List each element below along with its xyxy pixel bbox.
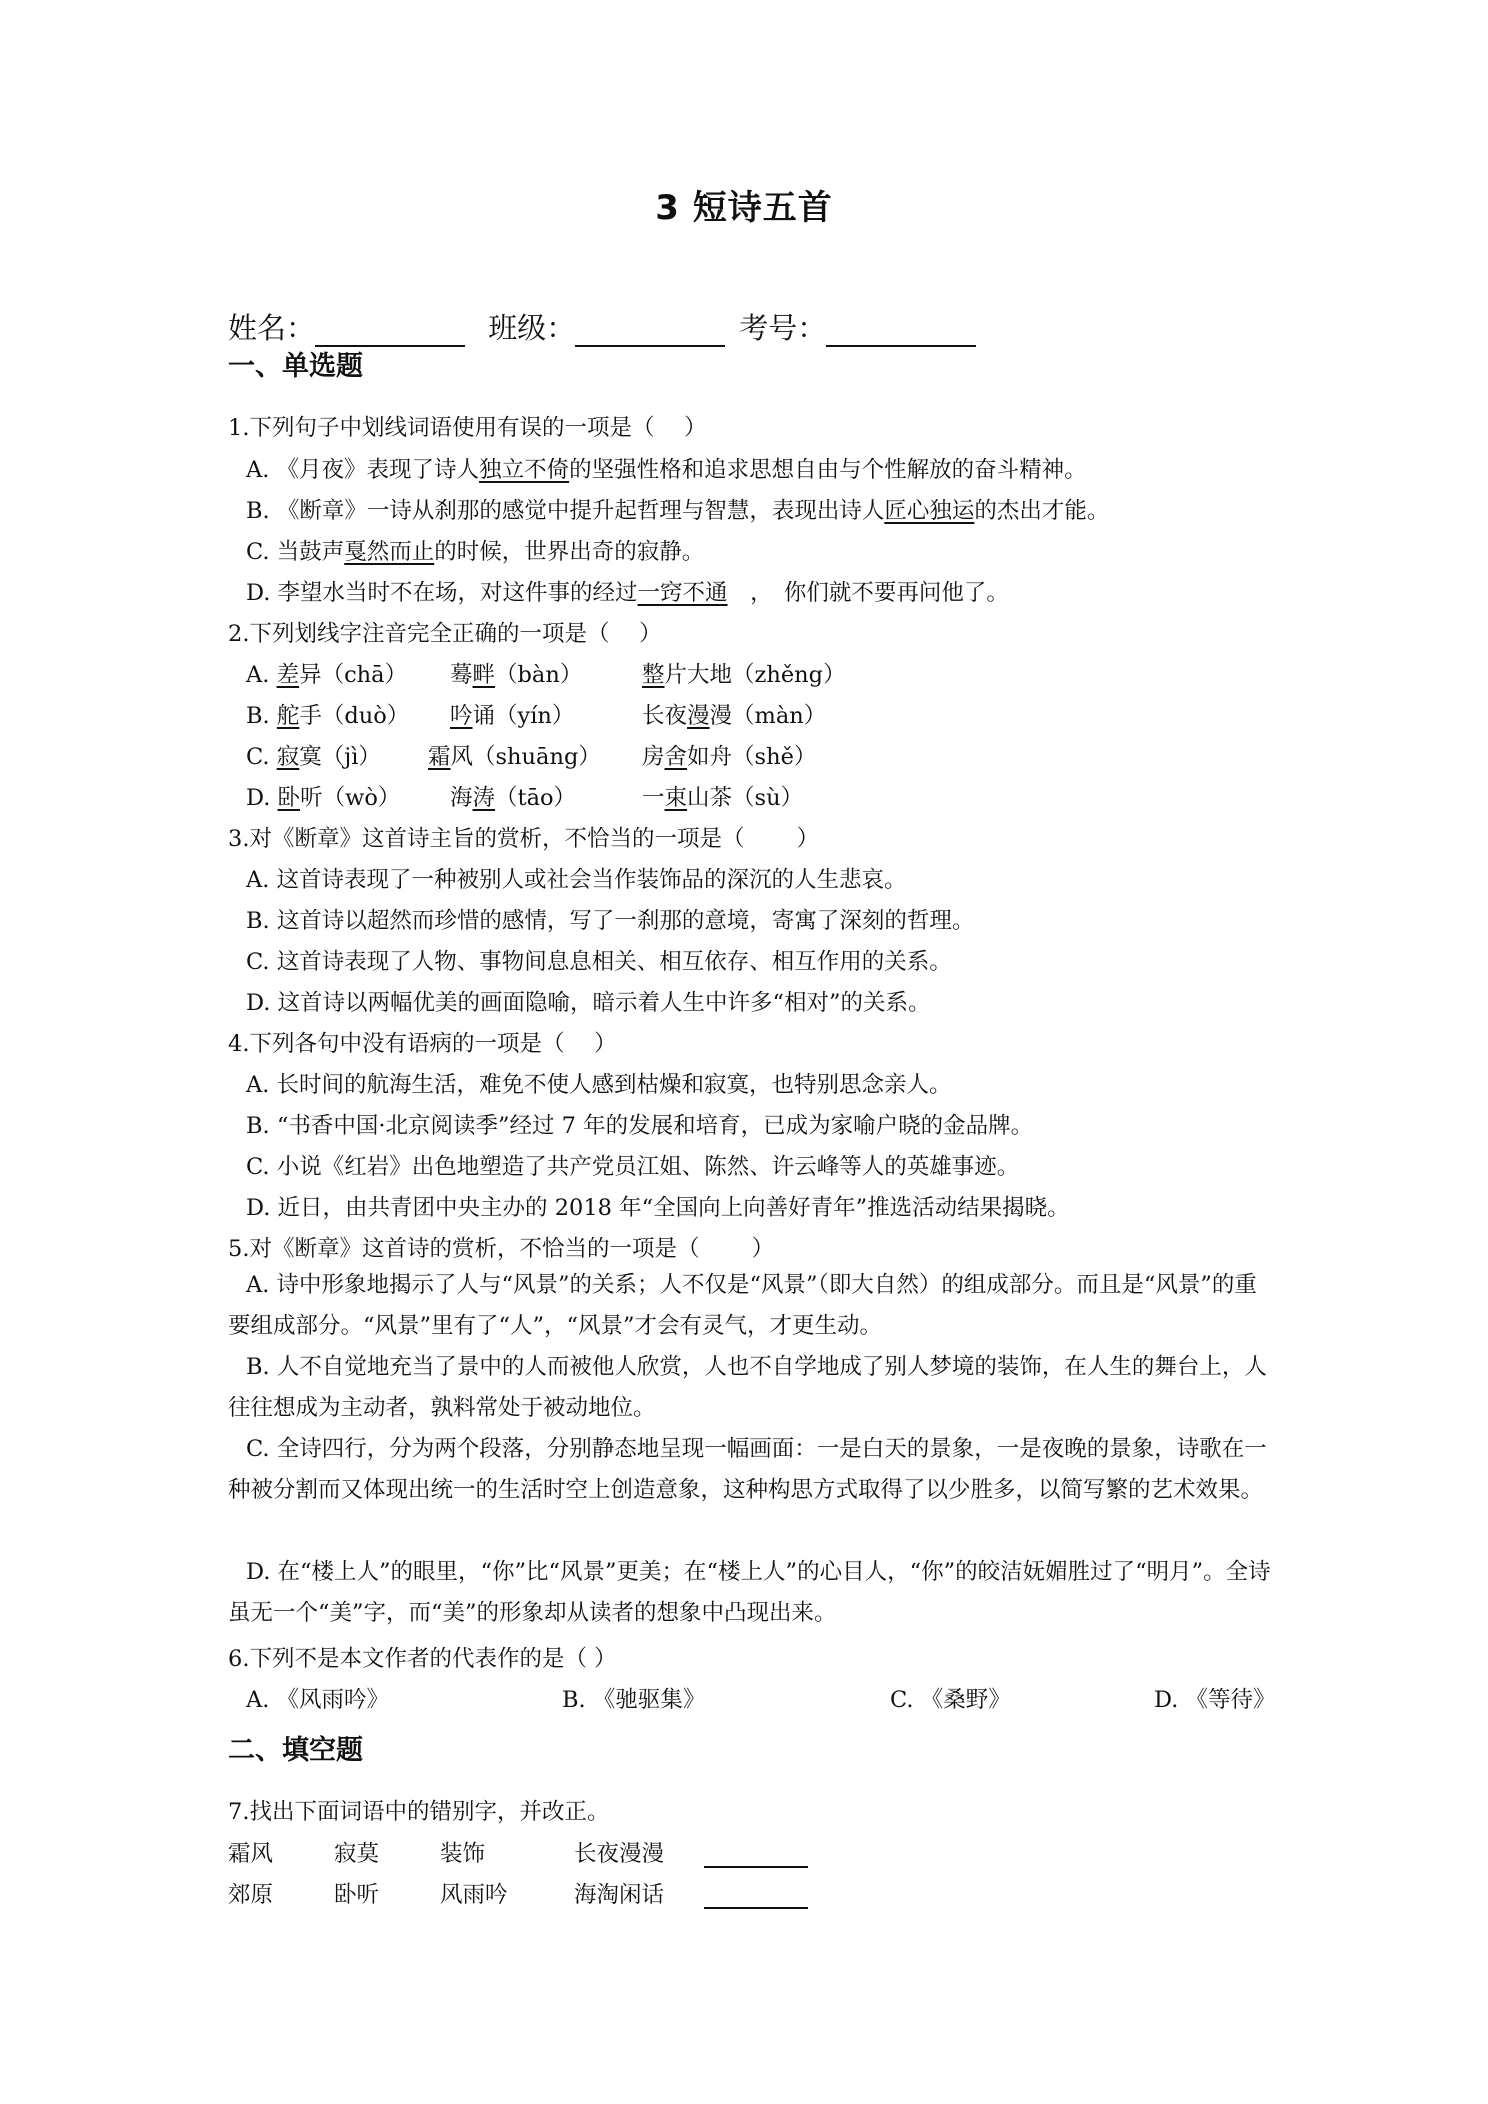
question-2-option-c-3: [642, 739, 816, 771]
question-3-option-c: C. 这首诗表现了人物、事物间息息相关、相互依存、相互作用的关系。: [246, 949, 952, 975]
option-text: 的杰出才能。: [974, 498, 1110, 524]
option-text: A.: [246, 662, 277, 688]
question-7-row-2: [228, 1877, 808, 1909]
option-text: 长夜: [642, 703, 688, 729]
word: 装饰: [440, 1841, 486, 1867]
option-text: 的坚强性格和追求思想自由与个性解放的奋斗精神。: [569, 457, 1087, 483]
class-blank[interactable]: [575, 315, 725, 347]
option-text: 蓦: [450, 662, 473, 688]
section-heading-single-choice: 一、单选题: [228, 351, 363, 382]
question-1-stem: 1.下列句子中划线词语使用有误的一项是（ ）: [228, 415, 707, 441]
question-6-option-d: D. 《等待》: [1154, 1687, 1276, 1713]
question-5-option-c: C. 全诗四行，分为两个段落，分别静态地呈现一幅画面：一是白天的景象，一是夜晚的景象，诗歌在一种被分割而又体现出统一的生活时空上创造意象，这种构思方式取得了以少胜多，以简写繁的艺术效果。: [228, 1436, 1267, 1503]
question-3-stem: 3.对《断章》这首诗主旨的赏析，不恰当的一项是（ ）: [228, 826, 820, 852]
underlined-char: 舍: [664, 744, 688, 770]
option-text: 漫（màn）: [709, 703, 827, 729]
question-7-stem: 7.找出下面词语中的错别字，并改正。: [228, 1799, 610, 1825]
question-5-option-b: B. 人不自觉地充当了景中的人而被他人欣赏，人也不自学地成了别人梦境的装饰，在人生的舞台上，人往往想成为主动者，孰料常处于被动地位。: [228, 1354, 1267, 1421]
option-text: 寞（jì）: [299, 744, 381, 770]
question-2-option-d-1: [246, 780, 400, 812]
option-text: （tāo）: [495, 785, 577, 811]
underlined-word: 独立不倚: [479, 457, 570, 483]
option-text: D.: [246, 785, 278, 811]
underlined-char: 差: [276, 662, 300, 688]
option-text: 房: [642, 744, 665, 770]
name-label: 姓名：: [228, 311, 316, 345]
underlined-word: 一窍不通: [637, 580, 728, 606]
option-text: 听（wò）: [300, 785, 401, 811]
option-text: 异（chā）: [299, 662, 408, 688]
underlined-char: 吟: [450, 703, 473, 729]
answer-blank[interactable]: [704, 1840, 808, 1868]
word: 郊原: [228, 1882, 274, 1908]
question-3-option-a: A. 这首诗表现了一种被别人或社会当作装饰品的深沉的人生悲哀。: [246, 867, 907, 893]
underlined-char: 寂: [276, 744, 300, 770]
word: 风雨吟: [440, 1882, 508, 1908]
question-2-option-b-1: [246, 698, 409, 730]
question-2-option-d-3: [642, 780, 803, 812]
underlined-char: 舵: [276, 703, 300, 729]
option-text: （bàn）: [495, 662, 583, 688]
option-text: A. 《月夜》表现了诗人: [246, 457, 480, 483]
exam-label: 考号：: [739, 311, 827, 345]
option-text: 片大地（zhěng）: [664, 662, 846, 688]
underlined-word: 匠心独运: [884, 498, 975, 524]
question-5-option-d: D. 在“楼上人”的眼里，“你”比“风景”更美；在“楼上人”的心目人，“你”的皎洁妩媚胜过了“明月”。全诗虽无一个“美”字，而“美”的形象却从读者的想象中凸现出来。: [228, 1559, 1271, 1626]
question-2-option-c-2: [428, 739, 601, 771]
underlined-char: 整: [642, 662, 665, 688]
option-text: ， 你们就不要再问他了。: [727, 580, 1009, 606]
question-2-option-a-1: [246, 657, 407, 689]
section-heading-fill-blank: 二、填空题: [228, 1735, 363, 1766]
question-2-stem: 2.下列划线字注音完全正确的一项是（ ）: [228, 621, 662, 647]
question-1-option-b: [246, 493, 1109, 525]
underlined-char: 霜: [428, 744, 451, 770]
underlined-char: 畔: [472, 662, 496, 688]
question-2-option-b-3: [642, 698, 826, 730]
question-6-option-c: C. 《桑野》: [890, 1687, 1011, 1713]
option-text: D. 李望水当时不在场，对这件事的经过: [246, 580, 638, 606]
question-2-option-d-2: [450, 780, 576, 812]
underlined-word: 戛然而止: [344, 539, 435, 565]
question-2-option-b-2: [450, 698, 574, 730]
option-text: 的时候，世界出奇的寂静。: [434, 539, 705, 565]
question-5-stem: 5.对《断章》这首诗的赏析，不恰当的一项是（ ）: [228, 1236, 775, 1262]
question-4-option-a: A. 长时间的航海生活，难免不使人感到枯燥和寂寞，也特别思念亲人。: [246, 1072, 952, 1098]
option-text: 海: [450, 785, 473, 811]
question-4-option-d: D. 近日，由共青团中央主办的 2018 年“全国向上向善好青年”推选活动结果揭晓。: [246, 1195, 1070, 1221]
option-text: 手（duò）: [299, 703, 410, 729]
question-6-option-b: B. 《驰驱集》: [562, 1687, 706, 1713]
underlined-char: 漫: [687, 703, 710, 729]
question-5-option-a: A. 诗中形象地揭示了人与“风景”的关系；人不仅是“风景”（即大自然）的组成部分。而且是“风景”的重要组成部分。“风景”里有了“人”，“风景”才会有灵气，才更生动。: [228, 1272, 1257, 1339]
option-text: 山茶（sù）: [687, 785, 804, 811]
option-text: B. 《断章》一诗从刹那的感觉中提升起哲理与智慧，表现出诗人: [246, 498, 885, 524]
exam-number-blank[interactable]: [826, 315, 976, 347]
answer-blank[interactable]: [704, 1881, 808, 1909]
name-blank[interactable]: [315, 315, 465, 347]
option-text: 如舟（shě）: [687, 744, 817, 770]
question-2-option-a-3: [642, 657, 846, 689]
page-title: 3 短诗五首: [655, 188, 833, 228]
question-4-stem: 4.下列各句中没有语病的一项是（ ）: [228, 1031, 617, 1057]
question-3-option-d: D. 这首诗以两幅优美的画面隐喻，暗示着人生中许多“相对”的关系。: [246, 990, 931, 1016]
question-2-option-c-1: [246, 739, 381, 771]
option-text: 诵（yín）: [472, 703, 575, 729]
question-7-row-1: [228, 1836, 808, 1868]
class-label: 班级：: [488, 311, 576, 345]
option-text: C.: [246, 744, 277, 770]
word: 寂莫: [334, 1841, 380, 1867]
word: 海淘闲话: [574, 1882, 665, 1908]
question-4-option-c: C. 小说《红岩》出色地塑造了共产党员江姐、陈然、许云峰等人的英雄事迹。: [246, 1154, 1020, 1180]
question-3-option-b: B. 这首诗以超然而珍惜的感情，写了一刹那的意境，寄寓了深刻的哲理。: [246, 908, 975, 934]
question-6-option-a: A. 《风雨吟》: [246, 1687, 390, 1713]
word: 霜风: [228, 1841, 274, 1867]
word: 长夜漫漫: [574, 1841, 665, 1867]
question-6-stem: 6.下列不是本文作者的代表作的是（ ）: [228, 1646, 617, 1672]
question-1-option-c: [246, 534, 704, 566]
question-2-option-a-2: [450, 657, 582, 689]
option-text: 一: [642, 785, 665, 811]
option-text: B.: [246, 703, 277, 729]
underlined-char: 涛: [472, 785, 496, 811]
option-text: 风（shuāng）: [450, 744, 601, 770]
option-text: C. 当鼓声: [246, 539, 345, 565]
word: 卧听: [334, 1882, 380, 1908]
question-1-option-d: [246, 575, 1009, 607]
question-4-option-b: B. “书香中国·北京阅读季”经过 7 年的发展和培育，已成为家喻户晓的金品牌。: [246, 1113, 1034, 1139]
underlined-char: 卧: [277, 785, 301, 811]
question-1-option-a: [246, 452, 1087, 484]
student-info-line: [228, 306, 976, 347]
underlined-char: 束: [664, 785, 688, 811]
